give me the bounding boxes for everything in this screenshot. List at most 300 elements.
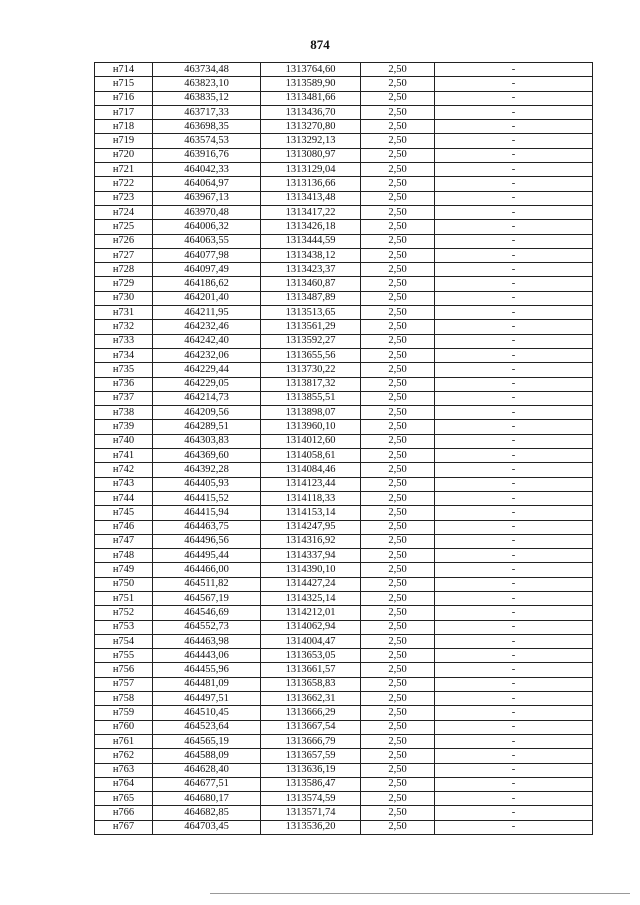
- accuracy-cell: 2,50: [361, 348, 435, 362]
- point-id-cell: н726: [95, 234, 153, 248]
- accuracy-cell: 2,50: [361, 163, 435, 177]
- table-row: [95, 406, 593, 420]
- note-cell: -: [435, 763, 593, 777]
- y-coordinate-cell: 1313413,48: [261, 191, 361, 205]
- accuracy-cell: 2,50: [361, 792, 435, 806]
- note-cell: -: [435, 248, 593, 262]
- point-id-cell: н739: [95, 420, 153, 434]
- note-cell: -: [435, 91, 593, 105]
- x-coordinate-cell: 464523,64: [153, 720, 261, 734]
- x-coordinate-cell: 464405,93: [153, 477, 261, 491]
- table-row: [95, 363, 593, 377]
- y-coordinate-cell: 1313636,19: [261, 763, 361, 777]
- accuracy-cell: 2,50: [361, 391, 435, 405]
- page-number: 874: [310, 37, 330, 52]
- y-coordinate-cell: 1313662,31: [261, 692, 361, 706]
- note-cell: -: [435, 720, 593, 734]
- accuracy-cell: 2,50: [361, 820, 435, 834]
- note-cell: -: [435, 792, 593, 806]
- accuracy-cell: 2,50: [361, 749, 435, 763]
- point-id-cell: н756: [95, 663, 153, 677]
- y-coordinate-cell: 1313571,74: [261, 806, 361, 820]
- accuracy-cell: 2,50: [361, 677, 435, 691]
- x-coordinate-cell: 464303,83: [153, 434, 261, 448]
- y-coordinate-cell: 1313487,89: [261, 291, 361, 305]
- table-row: [95, 320, 593, 334]
- point-id-cell: н741: [95, 449, 153, 463]
- note-cell: -: [435, 263, 593, 277]
- accuracy-cell: 2,50: [361, 477, 435, 491]
- y-coordinate-cell: 1313574,59: [261, 792, 361, 806]
- coordinates-table: [94, 62, 593, 835]
- point-id-cell: н750: [95, 577, 153, 591]
- table-row: [95, 205, 593, 219]
- y-coordinate-cell: 1313661,57: [261, 663, 361, 677]
- x-coordinate-cell: 464214,73: [153, 391, 261, 405]
- accuracy-cell: 2,50: [361, 491, 435, 505]
- accuracy-cell: 2,50: [361, 277, 435, 291]
- note-cell: -: [435, 777, 593, 791]
- point-id-cell: н765: [95, 792, 153, 806]
- accuracy-cell: 2,50: [361, 248, 435, 262]
- table-row: [95, 234, 593, 248]
- note-cell: -: [435, 177, 593, 191]
- point-id-cell: н763: [95, 763, 153, 777]
- table-row: [95, 591, 593, 605]
- y-coordinate-cell: 1314427,24: [261, 577, 361, 591]
- point-id-cell: н762: [95, 749, 153, 763]
- x-coordinate-cell: 464496,56: [153, 534, 261, 548]
- x-coordinate-cell: 464186,62: [153, 277, 261, 291]
- accuracy-cell: 2,50: [361, 463, 435, 477]
- y-coordinate-cell: 1313444,59: [261, 234, 361, 248]
- point-id-cell: н716: [95, 91, 153, 105]
- accuracy-cell: 2,50: [361, 549, 435, 563]
- y-coordinate-cell: 1314004,47: [261, 634, 361, 648]
- table-row: [95, 777, 593, 791]
- x-coordinate-cell: 464063,55: [153, 234, 261, 248]
- note-cell: -: [435, 563, 593, 577]
- y-coordinate-cell: 1313657,59: [261, 749, 361, 763]
- point-id-cell: н738: [95, 406, 153, 420]
- table-row: [95, 677, 593, 691]
- table-row: [95, 734, 593, 748]
- y-coordinate-cell: 1313817,32: [261, 377, 361, 391]
- x-coordinate-cell: 464565,19: [153, 734, 261, 748]
- point-id-cell: н719: [95, 134, 153, 148]
- x-coordinate-cell: 464392,28: [153, 463, 261, 477]
- point-id-cell: н720: [95, 148, 153, 162]
- x-coordinate-cell: 463916,76: [153, 148, 261, 162]
- x-coordinate-cell: 463835,12: [153, 91, 261, 105]
- point-id-cell: н755: [95, 649, 153, 663]
- note-cell: -: [435, 77, 593, 91]
- x-coordinate-cell: 464042,33: [153, 163, 261, 177]
- point-id-cell: н759: [95, 706, 153, 720]
- note-cell: -: [435, 549, 593, 563]
- y-coordinate-cell: 1313436,70: [261, 105, 361, 119]
- accuracy-cell: 2,50: [361, 334, 435, 348]
- x-coordinate-cell: 464415,94: [153, 506, 261, 520]
- x-coordinate-cell: 464232,06: [153, 348, 261, 362]
- y-coordinate-cell: 1314058,61: [261, 449, 361, 463]
- y-coordinate-cell: 1314123,44: [261, 477, 361, 491]
- table-row: [95, 120, 593, 134]
- point-id-cell: н766: [95, 806, 153, 820]
- x-coordinate-cell: 464229,44: [153, 363, 261, 377]
- y-coordinate-cell: 1313592,27: [261, 334, 361, 348]
- accuracy-cell: 2,50: [361, 91, 435, 105]
- x-coordinate-cell: 464567,19: [153, 591, 261, 605]
- accuracy-cell: 2,50: [361, 420, 435, 434]
- note-cell: -: [435, 591, 593, 605]
- note-cell: -: [435, 377, 593, 391]
- accuracy-cell: 2,50: [361, 506, 435, 520]
- x-coordinate-cell: 464097,49: [153, 263, 261, 277]
- point-id-cell: н740: [95, 434, 153, 448]
- table-row: [95, 634, 593, 648]
- y-coordinate-cell: 1313481,66: [261, 91, 361, 105]
- accuracy-cell: 2,50: [361, 320, 435, 334]
- x-coordinate-cell: 464703,45: [153, 820, 261, 834]
- point-id-cell: н744: [95, 491, 153, 505]
- x-coordinate-cell: 464077,98: [153, 248, 261, 262]
- note-cell: -: [435, 706, 593, 720]
- y-coordinate-cell: 1313764,60: [261, 63, 361, 77]
- note-cell: -: [435, 420, 593, 434]
- y-coordinate-cell: 1313855,51: [261, 391, 361, 405]
- y-coordinate-cell: 1313460,87: [261, 277, 361, 291]
- accuracy-cell: 2,50: [361, 434, 435, 448]
- point-id-cell: н743: [95, 477, 153, 491]
- accuracy-cell: 2,50: [361, 191, 435, 205]
- point-id-cell: н736: [95, 377, 153, 391]
- y-coordinate-cell: 1313129,04: [261, 163, 361, 177]
- y-coordinate-cell: 1313136,66: [261, 177, 361, 191]
- accuracy-cell: 2,50: [361, 263, 435, 277]
- point-id-cell: н748: [95, 549, 153, 563]
- x-coordinate-cell: 464443,06: [153, 649, 261, 663]
- x-coordinate-cell: 463970,48: [153, 205, 261, 219]
- table-row: [95, 706, 593, 720]
- table-row: [95, 63, 593, 77]
- note-cell: -: [435, 320, 593, 334]
- y-coordinate-cell: 1313561,29: [261, 320, 361, 334]
- table-row: [95, 477, 593, 491]
- x-coordinate-cell: 464369,60: [153, 449, 261, 463]
- x-coordinate-cell: 463717,33: [153, 105, 261, 119]
- x-coordinate-cell: 464463,98: [153, 634, 261, 648]
- y-coordinate-cell: 1313653,05: [261, 649, 361, 663]
- table-row: [95, 420, 593, 434]
- point-id-cell: н735: [95, 363, 153, 377]
- y-coordinate-cell: 1313536,20: [261, 820, 361, 834]
- table-row: [95, 520, 593, 534]
- table-row: [95, 148, 593, 162]
- point-id-cell: н715: [95, 77, 153, 91]
- table-row: [95, 749, 593, 763]
- accuracy-cell: 2,50: [361, 134, 435, 148]
- accuracy-cell: 2,50: [361, 449, 435, 463]
- table-row: [95, 163, 593, 177]
- point-id-cell: н721: [95, 163, 153, 177]
- point-id-cell: н746: [95, 520, 153, 534]
- x-coordinate-cell: 464588,09: [153, 749, 261, 763]
- y-coordinate-cell: 1313666,79: [261, 734, 361, 748]
- note-cell: -: [435, 449, 593, 463]
- note-cell: -: [435, 134, 593, 148]
- note-cell: -: [435, 663, 593, 677]
- table-row: [95, 220, 593, 234]
- note-cell: -: [435, 620, 593, 634]
- x-coordinate-cell: 463698,35: [153, 120, 261, 134]
- note-cell: -: [435, 406, 593, 420]
- point-id-cell: н749: [95, 563, 153, 577]
- note-cell: -: [435, 806, 593, 820]
- y-coordinate-cell: 1314212,01: [261, 606, 361, 620]
- accuracy-cell: 2,50: [361, 692, 435, 706]
- table-row: [95, 391, 593, 405]
- point-id-cell: н751: [95, 591, 153, 605]
- point-id-cell: н728: [95, 263, 153, 277]
- x-coordinate-cell: 464006,32: [153, 220, 261, 234]
- y-coordinate-cell: 1313655,56: [261, 348, 361, 362]
- note-cell: -: [435, 363, 593, 377]
- x-coordinate-cell: 464232,46: [153, 320, 261, 334]
- point-id-cell: н734: [95, 348, 153, 362]
- note-cell: -: [435, 577, 593, 591]
- note-cell: -: [435, 677, 593, 691]
- accuracy-cell: 2,50: [361, 177, 435, 191]
- x-coordinate-cell: 464463,75: [153, 520, 261, 534]
- y-coordinate-cell: 1313423,37: [261, 263, 361, 277]
- note-cell: -: [435, 291, 593, 305]
- accuracy-cell: 2,50: [361, 649, 435, 663]
- table-row: [95, 434, 593, 448]
- y-coordinate-cell: 1313438,12: [261, 248, 361, 262]
- y-coordinate-cell: 1313898,07: [261, 406, 361, 420]
- x-coordinate-cell: 464497,51: [153, 692, 261, 706]
- accuracy-cell: 2,50: [361, 663, 435, 677]
- accuracy-cell: 2,50: [361, 77, 435, 91]
- x-coordinate-cell: 463734,48: [153, 63, 261, 77]
- point-id-cell: н714: [95, 63, 153, 77]
- table-row: [95, 306, 593, 320]
- y-coordinate-cell: 1313589,90: [261, 77, 361, 91]
- note-cell: -: [435, 191, 593, 205]
- accuracy-cell: 2,50: [361, 591, 435, 605]
- table-row: [95, 506, 593, 520]
- accuracy-cell: 2,50: [361, 720, 435, 734]
- y-coordinate-cell: 1314325,14: [261, 591, 361, 605]
- note-cell: -: [435, 348, 593, 362]
- y-coordinate-cell: 1313586,47: [261, 777, 361, 791]
- table-row: [95, 263, 593, 277]
- x-coordinate-cell: 464546,69: [153, 606, 261, 620]
- table-row: [95, 191, 593, 205]
- x-coordinate-cell: 464481,09: [153, 677, 261, 691]
- point-id-cell: н727: [95, 248, 153, 262]
- table-row: [95, 77, 593, 91]
- y-coordinate-cell: 1313513,65: [261, 306, 361, 320]
- note-cell: -: [435, 463, 593, 477]
- y-coordinate-cell: 1313080,97: [261, 148, 361, 162]
- accuracy-cell: 2,50: [361, 563, 435, 577]
- accuracy-cell: 2,50: [361, 606, 435, 620]
- accuracy-cell: 2,50: [361, 806, 435, 820]
- x-coordinate-cell: 464229,05: [153, 377, 261, 391]
- x-coordinate-cell: 464680,17: [153, 792, 261, 806]
- point-id-cell: н761: [95, 734, 153, 748]
- accuracy-cell: 2,50: [361, 777, 435, 791]
- table-row: [95, 291, 593, 305]
- accuracy-cell: 2,50: [361, 63, 435, 77]
- x-coordinate-cell: 464552,73: [153, 620, 261, 634]
- y-coordinate-cell: 1313667,54: [261, 720, 361, 734]
- point-id-cell: н754: [95, 634, 153, 648]
- note-cell: -: [435, 205, 593, 219]
- point-id-cell: н747: [95, 534, 153, 548]
- y-coordinate-cell: 1313270,80: [261, 120, 361, 134]
- x-coordinate-cell: 464466,00: [153, 563, 261, 577]
- table-row: [95, 134, 593, 148]
- y-coordinate-cell: 1314337,94: [261, 549, 361, 563]
- y-coordinate-cell: 1314118,33: [261, 491, 361, 505]
- x-coordinate-cell: 463967,13: [153, 191, 261, 205]
- x-coordinate-cell: 464628,40: [153, 763, 261, 777]
- table-row: [95, 649, 593, 663]
- y-coordinate-cell: 1313960,10: [261, 420, 361, 434]
- point-id-cell: н732: [95, 320, 153, 334]
- x-coordinate-cell: 464511,82: [153, 577, 261, 591]
- note-cell: -: [435, 649, 593, 663]
- accuracy-cell: 2,50: [361, 577, 435, 591]
- table-row: [95, 663, 593, 677]
- point-id-cell: н745: [95, 506, 153, 520]
- page-bottom-rule: [210, 893, 630, 894]
- x-coordinate-cell: 464242,40: [153, 334, 261, 348]
- y-coordinate-cell: 1313666,29: [261, 706, 361, 720]
- table-row: [95, 763, 593, 777]
- note-cell: -: [435, 334, 593, 348]
- note-cell: -: [435, 692, 593, 706]
- note-cell: -: [435, 63, 593, 77]
- coordinates-table-body: [95, 63, 593, 835]
- table-row: [95, 692, 593, 706]
- y-coordinate-cell: 1313417,22: [261, 205, 361, 219]
- accuracy-cell: 2,50: [361, 220, 435, 234]
- point-id-cell: н723: [95, 191, 153, 205]
- accuracy-cell: 2,50: [361, 520, 435, 534]
- x-coordinate-cell: 464510,45: [153, 706, 261, 720]
- note-cell: -: [435, 306, 593, 320]
- note-cell: -: [435, 506, 593, 520]
- table-row: [95, 792, 593, 806]
- table-row: [95, 820, 593, 834]
- table-row: [95, 277, 593, 291]
- x-coordinate-cell: 464677,51: [153, 777, 261, 791]
- point-id-cell: н729: [95, 277, 153, 291]
- note-cell: -: [435, 534, 593, 548]
- accuracy-cell: 2,50: [361, 120, 435, 134]
- table-row: [95, 105, 593, 119]
- table-row: [95, 563, 593, 577]
- point-id-cell: н722: [95, 177, 153, 191]
- accuracy-cell: 2,50: [361, 634, 435, 648]
- note-cell: -: [435, 520, 593, 534]
- point-id-cell: н731: [95, 306, 153, 320]
- y-coordinate-cell: 1314062,94: [261, 620, 361, 634]
- note-cell: -: [435, 434, 593, 448]
- note-cell: -: [435, 148, 593, 162]
- table-row: [95, 334, 593, 348]
- table-row: [95, 463, 593, 477]
- y-coordinate-cell: 1314012,60: [261, 434, 361, 448]
- y-coordinate-cell: 1314153,14: [261, 506, 361, 520]
- point-id-cell: н725: [95, 220, 153, 234]
- y-coordinate-cell: 1313292,13: [261, 134, 361, 148]
- note-cell: -: [435, 491, 593, 505]
- y-coordinate-cell: 1313730,22: [261, 363, 361, 377]
- accuracy-cell: 2,50: [361, 105, 435, 119]
- table-row: [95, 549, 593, 563]
- note-cell: -: [435, 163, 593, 177]
- note-cell: -: [435, 120, 593, 134]
- table-row: [95, 348, 593, 362]
- note-cell: -: [435, 749, 593, 763]
- note-cell: -: [435, 820, 593, 834]
- point-id-cell: н752: [95, 606, 153, 620]
- x-coordinate-cell: 464209,56: [153, 406, 261, 420]
- table-row: [95, 248, 593, 262]
- accuracy-cell: 2,50: [361, 363, 435, 377]
- point-id-cell: н757: [95, 677, 153, 691]
- x-coordinate-cell: 464415,52: [153, 491, 261, 505]
- note-cell: -: [435, 477, 593, 491]
- point-id-cell: н764: [95, 777, 153, 791]
- y-coordinate-cell: 1314390,10: [261, 563, 361, 577]
- x-coordinate-cell: 464201,40: [153, 291, 261, 305]
- accuracy-cell: 2,50: [361, 205, 435, 219]
- y-coordinate-cell: 1314084,46: [261, 463, 361, 477]
- table-row: [95, 577, 593, 591]
- x-coordinate-cell: 464064,97: [153, 177, 261, 191]
- note-cell: -: [435, 105, 593, 119]
- point-id-cell: н730: [95, 291, 153, 305]
- point-id-cell: н724: [95, 205, 153, 219]
- accuracy-cell: 2,50: [361, 291, 435, 305]
- accuracy-cell: 2,50: [361, 734, 435, 748]
- x-coordinate-cell: 463823,10: [153, 77, 261, 91]
- y-coordinate-cell: 1313658,83: [261, 677, 361, 691]
- point-id-cell: н737: [95, 391, 153, 405]
- table-row: [95, 491, 593, 505]
- point-id-cell: н717: [95, 105, 153, 119]
- note-cell: -: [435, 220, 593, 234]
- accuracy-cell: 2,50: [361, 234, 435, 248]
- table-row: [95, 91, 593, 105]
- x-coordinate-cell: 464495,44: [153, 549, 261, 563]
- table-row: [95, 720, 593, 734]
- table-row: [95, 449, 593, 463]
- x-coordinate-cell: 464211,95: [153, 306, 261, 320]
- x-coordinate-cell: 464455,96: [153, 663, 261, 677]
- y-coordinate-cell: 1314316,92: [261, 534, 361, 548]
- table-row: [95, 806, 593, 820]
- point-id-cell: н758: [95, 692, 153, 706]
- accuracy-cell: 2,50: [361, 406, 435, 420]
- note-cell: -: [435, 606, 593, 620]
